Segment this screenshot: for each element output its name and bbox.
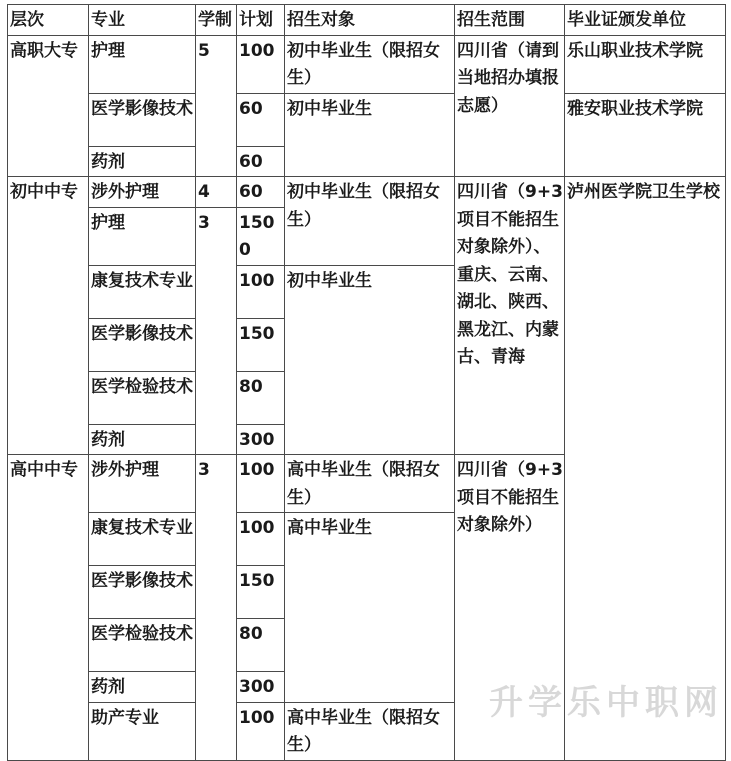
years-cell: 5 [196,35,237,177]
plan-cell: 300 [237,424,285,455]
level-cell: 高中中专 [8,455,89,761]
plan-cell: 150 [237,566,285,619]
scope-cell: 四川省（9+3项目不能招生对象除外） [455,455,565,761]
target-cell: 初中毕业生 [285,265,455,455]
major-cell: 药剂 [89,424,196,455]
plan-cell: 80 [237,619,285,672]
major-cell: 康复技术专业 [89,265,196,318]
years-cell: 3 [196,207,237,455]
plan-cell: 80 [237,371,285,424]
plan-cell: 300 [237,672,285,703]
issuer-cell: 乐山职业技术学院 [565,35,726,93]
issuer-cell: 泸州医学院卫生学校 [565,177,726,761]
level-cell: 初中中专 [8,177,89,455]
table-row [8,177,726,208]
header-level: 层次 [8,5,89,36]
scope-cell: 四川省（请到当地招办填报志愿） [455,35,565,177]
major-cell: 药剂 [89,146,196,177]
major-cell: 涉外护理 [89,177,196,208]
major-cell: 医学检验技术 [89,619,196,672]
plan-cell: 100 [237,513,285,566]
header-major: 专业 [89,5,196,36]
target-cell: 初中毕业生（限招女生） [285,35,455,93]
major-cell: 药剂 [89,672,196,703]
watermark: 升学乐中职网 [489,683,723,723]
major-cell: 医学影像技术 [89,318,196,371]
major-cell: 护理 [89,207,196,265]
major-cell: 助产专业 [89,702,196,760]
major-cell: 医学检验技术 [89,371,196,424]
plan-cell: 100 [237,265,285,318]
target-cell: 高中毕业生（限招女生） [285,702,455,760]
enrollment-plan-table [7,4,726,761]
plan-cell: 150 [237,318,285,371]
major-cell: 护理 [89,35,196,93]
header-plan: 计划 [237,5,285,36]
level-cell: 高职大专 [8,35,89,177]
major-cell: 涉外护理 [89,455,196,513]
header-issuer: 毕业证颁发单位 [565,5,726,36]
header-target: 招生对象 [285,5,455,36]
plan-cell: 60 [237,93,285,146]
header-scope: 招生范围 [455,5,565,36]
plan-cell: 1500 [237,207,285,265]
major-cell: 医学影像技术 [89,93,196,146]
plan-cell: 100 [237,35,285,93]
table-row [8,35,726,93]
years-cell: 4 [196,177,237,208]
header-years: 学制 [196,5,237,36]
target-cell: 初中毕业生（限招女生） [285,177,455,266]
target-cell: 初中毕业生 [285,93,455,177]
issuer-cell: 雅安职业技术学院 [565,93,726,177]
plan-cell: 60 [237,177,285,208]
target-cell: 高中毕业生（限招女生） [285,455,455,513]
plan-cell: 60 [237,146,285,177]
table-row [8,93,726,146]
years-cell: 3 [196,455,237,761]
table-header-row [8,5,726,36]
plan-cell: 100 [237,702,285,760]
scope-cell: 四川省（9+3项目不能招生对象除外）、重庆、云南、湖北、陕西、黑龙江、内蒙古、青海 [455,177,565,455]
target-cell: 高中毕业生 [285,513,455,703]
major-cell: 康复技术专业 [89,513,196,566]
plan-cell: 100 [237,455,285,513]
major-cell: 医学影像技术 [89,566,196,619]
